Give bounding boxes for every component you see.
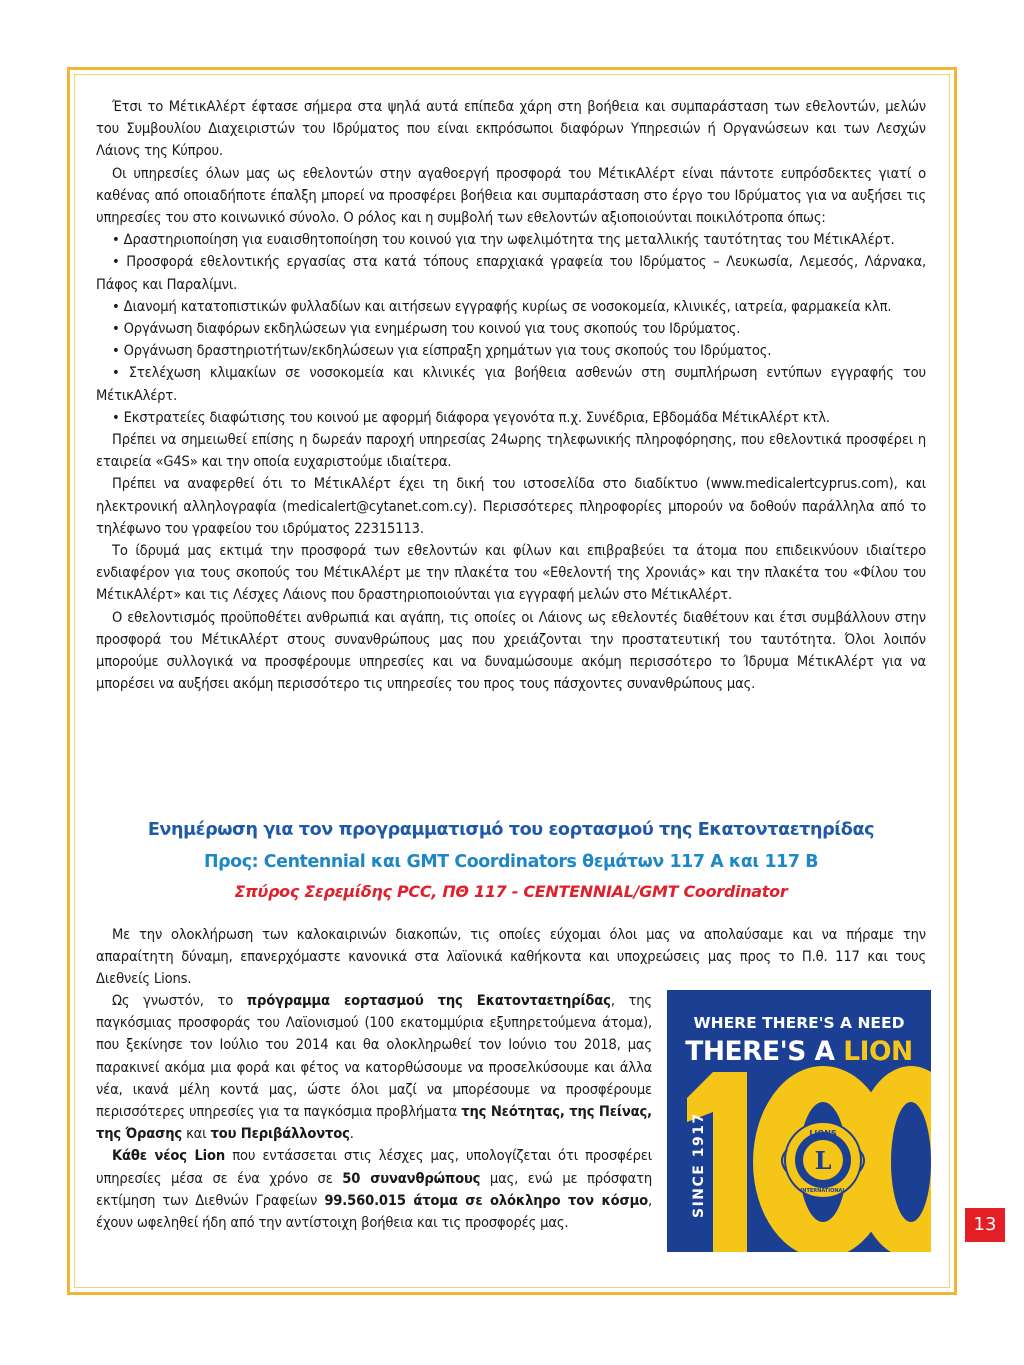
page-number: 13 (965, 1208, 1005, 1242)
paragraph: Πρέπει να αναφερθεί ότι το ΜέτικΑλέρτ έχει τη δική του ιστοσελίδα στο διαδίκτυο (www.medicalertcyprus.com), και ηλεκτρονική αλληλογραφία (medicalert@cytanet.com.cy). Περισσότερες πληροφορίες μπορούν να δοθούν παράλληλα από το τηλέφωνο του γραφείου του ιδρύματος 22315113. (96, 475, 926, 537)
paragraph: Οι υπηρεσίες όλων μας ως εθελοντών στην αγαθοεργή προσφορά του ΜέτικΑλέρτ είναι πάντοτε ευπρόσδεκτες γιατί ο καθένας από οποιαδήποτε έπαλξη μπορεί να προσφέρει βοήθεια και συμπαράσταση στο έργο του Ιδρύματος για να αυξήσει τις υπηρεσίες του στο κοινωνικό σύνολο. Ο ρόλος και η συμβολή των εθελοντών αξιοποιούνται ποικιλότροπα όπως: (96, 164, 926, 227)
since-label: SINCE 1917 (691, 1112, 707, 1218)
paragraph: Με την ολοκλήρωση των καλοκαιρινών διακοπών, τις οποίες εύχομαι όλοι μας να απολαύσαμε και να πήραμε την απαραίτητη δύναμη, επανερχόμαστε κανονικά στα λαϊονικά καθήκοντα και υποχρεώσεις μας προς το Π.θ. 117 και τους Διεθνείς Lions. (96, 926, 926, 988)
bullet-item: • Οργάνωση διαφόρων εκδηλώσεων για ενημέρωση του κοινού για τους σκοπούς του Ιδρύματος. (112, 320, 741, 338)
paragraph: Ο εθελοντισμός προϋποθέτει ανθρωπιά και αγάπη, τις οποίες οι Λάιονς ως εθελοντές διαθέτουν και έτσι συμβάλλουν στην προσφορά του ΜέτικΑλέρτ στους συνανθρώπους μας που χρειάζονται την προστατευτική του ταυτότητα. Όλοι λοιπόν μπορούμε συλλογικά να προσφέρουμε υπηρεσίες και να δυναμώσουμε ακόμη περισσότερο το Ίδρυμα ΜέτικΑλέρτ για να μπορέσει να αυξήσει ακόμη περισσότερο τις υπηρεσίες του προς τους πάσχοντες συνανθρώπους μας. (96, 608, 926, 693)
banner-tagline-line1: WHERE THERE'S A NEED (693, 1014, 905, 1032)
paragraph: Έτσι το ΜέτικΑλέρτ έφτασε σήμερα στα ψηλά αυτά επίπεδα χάρη στη βοήθεια και συμπαράσταση των εθελοντών, μελών του Συμβουλίου Διαχειριστών του Ιδρύματος που είναι εκπρόσωποι διαφόρων Υπηρεσιών ή Οργανώσεων και των Λεσχών Λάιονς της Κύπρου. (96, 98, 926, 160)
svg-text:L: L (814, 1146, 832, 1175)
article-body-top (96, 96, 926, 695)
section-author: Σπύρος Σερεμίδης PCC, ΠΘ 117 - CENTENNIAL/GMT Coordinator (234, 882, 788, 901)
bullet-item: • Διανομή κατατοπιστικών φυλλαδίων και αιτήσεων εγγραφής κυρίως σε νοσοκομεία, κλινικές, ιατρεία, φαρμακεία κλπ. (112, 297, 892, 315)
section-subtitle: Προς: Centennial και GMT Coordinators θεμάτων 117 Α και 117 Β (203, 852, 819, 872)
svg-text:LIONS: LIONS (809, 1129, 837, 1138)
paragraph: Κάθε νέος Lion που εντάσσεται στις λέσχες μας, υπολογίζεται ότι προσφέρει υπηρεσίες μέσα σε ένα χρόνο σε 50 συνανθρώπους μας, ενώ με πρόσφατη εκτίμηση των Διεθνών Γραφείων 99.560.015 άτομα σε ολόκληρο τον κόσμο, έχουν ωφεληθεί ήδη από την αντίστοιχη βοήθεια και τις προσφορές μας. (96, 1147, 652, 1232)
bullet-item: • Προσφορά εθελοντικής εργασίας στα κατά τόπους επαρχιακά γραφεία του Ιδρύματος – Λευκωσία, Λεμεσός, Λάρνακα, Πάφος και Παραλίμνι. (96, 253, 926, 293)
bullet-item: • Εκστρατείες διαφώτισης του κοινού με αφορμή διάφορα γεγονότα π.χ. Συνέδρια, Εβδομάδα ΜέτικΑλέρτ κτλ. (112, 408, 830, 426)
svg-text:INTERNATIONAL: INTERNATIONAL (800, 1188, 846, 1194)
section-intro (96, 924, 926, 991)
section-title: Ενημέρωση για τον προγραμματισμό του εορτασμού της Εκατονταετηρίδας (147, 820, 875, 840)
bullet-item: • Στελέχωση κλιμακίων σε νοσοκομεία και κλινικές για βοήθεια ασθενών στη συμπλήρωση εντύπων εγγραφής του ΜέτικΑλέρτ. (96, 364, 926, 404)
banner-tagline-line2: THERE'S A LION (685, 1036, 913, 1067)
lions-centennial-banner (667, 990, 931, 1252)
paragraph: Ως γνωστόν, το πρόγραμμα εορτασμού της Εκατονταετηρίδας, της παγκόσμιας προσφοράς του Λαϊονισμού (100 εκατομμύρια εξυπηρετούμενα άτομα), που ξεκίνησε τον Ιούλιο του 2014 και θα ολοκληρωθεί τον Ιούνιο του 2018, μας παρακινεί ακόμα μια φορά και φέτος να κατορθώσουμε να προσελκύσουμε και άλλα νέα, ικανά μέλη κοντά μας, ώστε όλοι μαζί να μπορέσουμε να προσφέρουμε περισσότερες υπηρεσίες για τα παγκόσμια προβλήματα της Νεότητας, της Πείνας, της Όρασης και του Περιβάλλοντος. (96, 992, 652, 1143)
paragraph: Πρέπει να σημειωθεί επίσης η δωρεάν παροχή υπηρεσίας 24ωρης τηλεφωνικής πληροφόρησης, που εθελοντικά προσφέρει η εταιρεία «G4S» και την οποία ευχαριστούμε ιδιαίτερα. (96, 431, 926, 471)
bullet-item: • Δραστηριοποίηση για ευαισθητοποίηση του κοινού για την ωφελιμότητα της μεταλλικής ταυτότητας του ΜέτικΑλέρτ. (112, 231, 895, 249)
left-column (96, 990, 652, 1234)
bullet-item: • Οργάνωση δραστηριοτήτων/εκδηλώσεων για είσπραξη χρημάτων για τους σκοπούς του Ιδρύματος. (112, 342, 772, 360)
paragraph: Το ίδρυμά μας εκτιμά την προσφορά των εθελοντών και φίλων και επιβραβεύει τα άτομα που επιδεικνύουν ιδιαίτερο ενδιαφέρον για τους σκοπούς του ΜέτικΑλέρτ με την πλακέτα του «Εθελοντή της Χρονιάς» και την πλακέτα του «Φίλου του ΜέτικΑλέρτ» και τις Λέσχες Λάιονς που δραστηριοποιούνται για εγγραφή μελών στο ΜέτικΑλέρτ. (96, 542, 926, 604)
